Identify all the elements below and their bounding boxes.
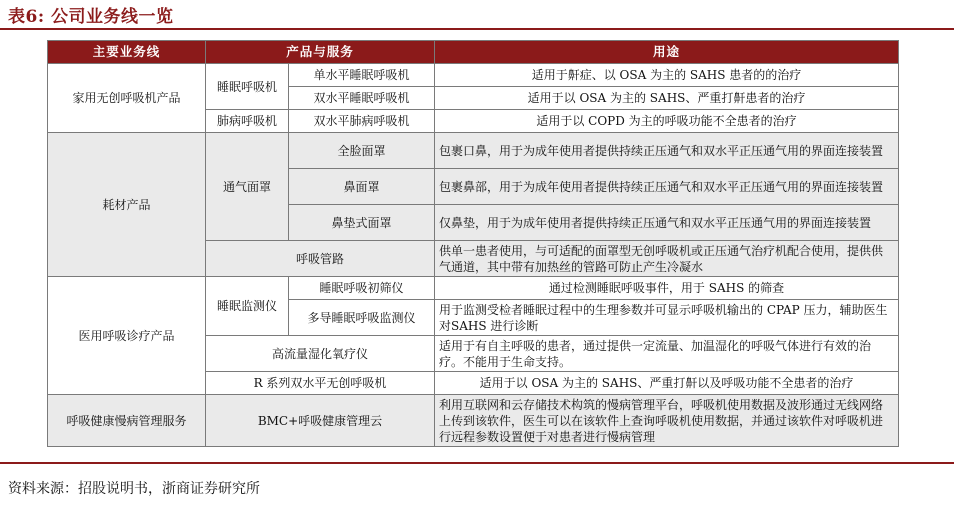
product-usage: 包裹口鼻，用于为成年使用者提供持续正压通气和双水平正压通气用的界面连接装置: [435, 133, 899, 169]
product-usage: 用于监测受检者睡眠过程中的生理参数并可显示呼吸机输出的 CPAP 压力，辅助医生对SAHS 进行诊断: [435, 300, 899, 336]
table-row: [48, 395, 899, 447]
header-usage: 用途: [435, 41, 899, 64]
product-name: 双水平睡眠呼吸机: [289, 87, 435, 110]
product-name: 双水平肺病呼吸机: [289, 110, 435, 133]
source-note: 资料来源：招股说明书，浙商证券研究所: [8, 481, 260, 497]
category-sleep-monitor: 睡眠监测仪: [206, 277, 289, 336]
header-business-line: 主要业务线: [48, 41, 206, 64]
business-lines-table: [47, 40, 899, 447]
category-mask: 通气面罩: [206, 133, 289, 241]
business-line-chronic: 呼吸健康慢病管理服务: [48, 395, 206, 447]
product-name: 全脸面罩: [289, 133, 435, 169]
product-name: 多导睡眠呼吸监测仪: [289, 300, 435, 336]
product-usage: 通过检测睡眠呼吸事件，用于 SAHS 的筛查: [435, 277, 899, 300]
table-title: 表6: 公司业务线一览: [8, 7, 174, 27]
product-name: 睡眠呼吸初筛仪: [289, 277, 435, 300]
product-name: 呼吸管路: [206, 241, 435, 277]
table-row: [48, 277, 899, 300]
product-name: BMC+呼吸健康管理云: [206, 395, 435, 447]
product-name: R 系列双水平无创呼吸机: [206, 372, 435, 395]
product-name: 鼻垫式面罩: [289, 205, 435, 241]
header-product-service: 产品与服务: [206, 41, 435, 64]
business-line-home: 家用无创呼吸机产品: [48, 64, 206, 133]
product-usage: 适用于以 COPD 为主的呼吸功能不全患者的治疗: [435, 110, 899, 133]
table-row: [48, 64, 899, 87]
product-usage: 适用于以 OSA 为主的 SAHS、严重打鼾以及呼吸功能不全患者的治疗: [435, 372, 899, 395]
category-lung-ventilator: 肺病呼吸机: [206, 110, 289, 133]
product-name: 鼻面罩: [289, 169, 435, 205]
business-line-consumables: 耗材产品: [48, 133, 206, 277]
product-usage: 利用互联网和云存储技术构筑的慢病管理平台，呼吸机使用数据及波形通过无线网络上传到该软件，医生可以在该软件上查询呼吸机使用数据，并通过该软件对呼吸机进行远程参数设置便于对患者进行慢病管理: [435, 395, 899, 447]
product-usage: 适用于以 OSA 为主的 SAHS、严重打鼾患者的治疗: [435, 87, 899, 110]
category-sleep-ventilator: 睡眠呼吸机: [206, 64, 289, 110]
product-usage: 供单一患者使用，与可适配的面罩型无创呼吸机或正压通气治疗机配合使用，提供供气通道，其中带有加热丝的管路可防止产生冷凝水: [435, 241, 899, 277]
business-line-medical: 医用呼吸诊疗产品: [48, 277, 206, 395]
product-name: 高流量湿化氧疗仪: [206, 336, 435, 372]
bottom-divider: [0, 462, 954, 464]
product-name: 单水平睡眠呼吸机: [289, 64, 435, 87]
title-divider: [0, 28, 954, 30]
product-usage: 包裹鼻部，用于为成年使用者提供持续正压通气和双水平正压通气用的界面连接装置: [435, 169, 899, 205]
table-row: [48, 133, 899, 169]
table-header-row: [48, 41, 899, 64]
product-usage: 仅鼻垫，用于为成年使用者提供持续正压通气和双水平正压通气用的界面连接装置: [435, 205, 899, 241]
product-usage: 适用于有自主呼吸的患者，通过提供一定流量、加温湿化的呼吸气体进行有效的治疗。不能用于生命支持。: [435, 336, 899, 372]
product-usage: 适用于鼾症、以 OSA 为主的 SAHS 患者的的治疗: [435, 64, 899, 87]
